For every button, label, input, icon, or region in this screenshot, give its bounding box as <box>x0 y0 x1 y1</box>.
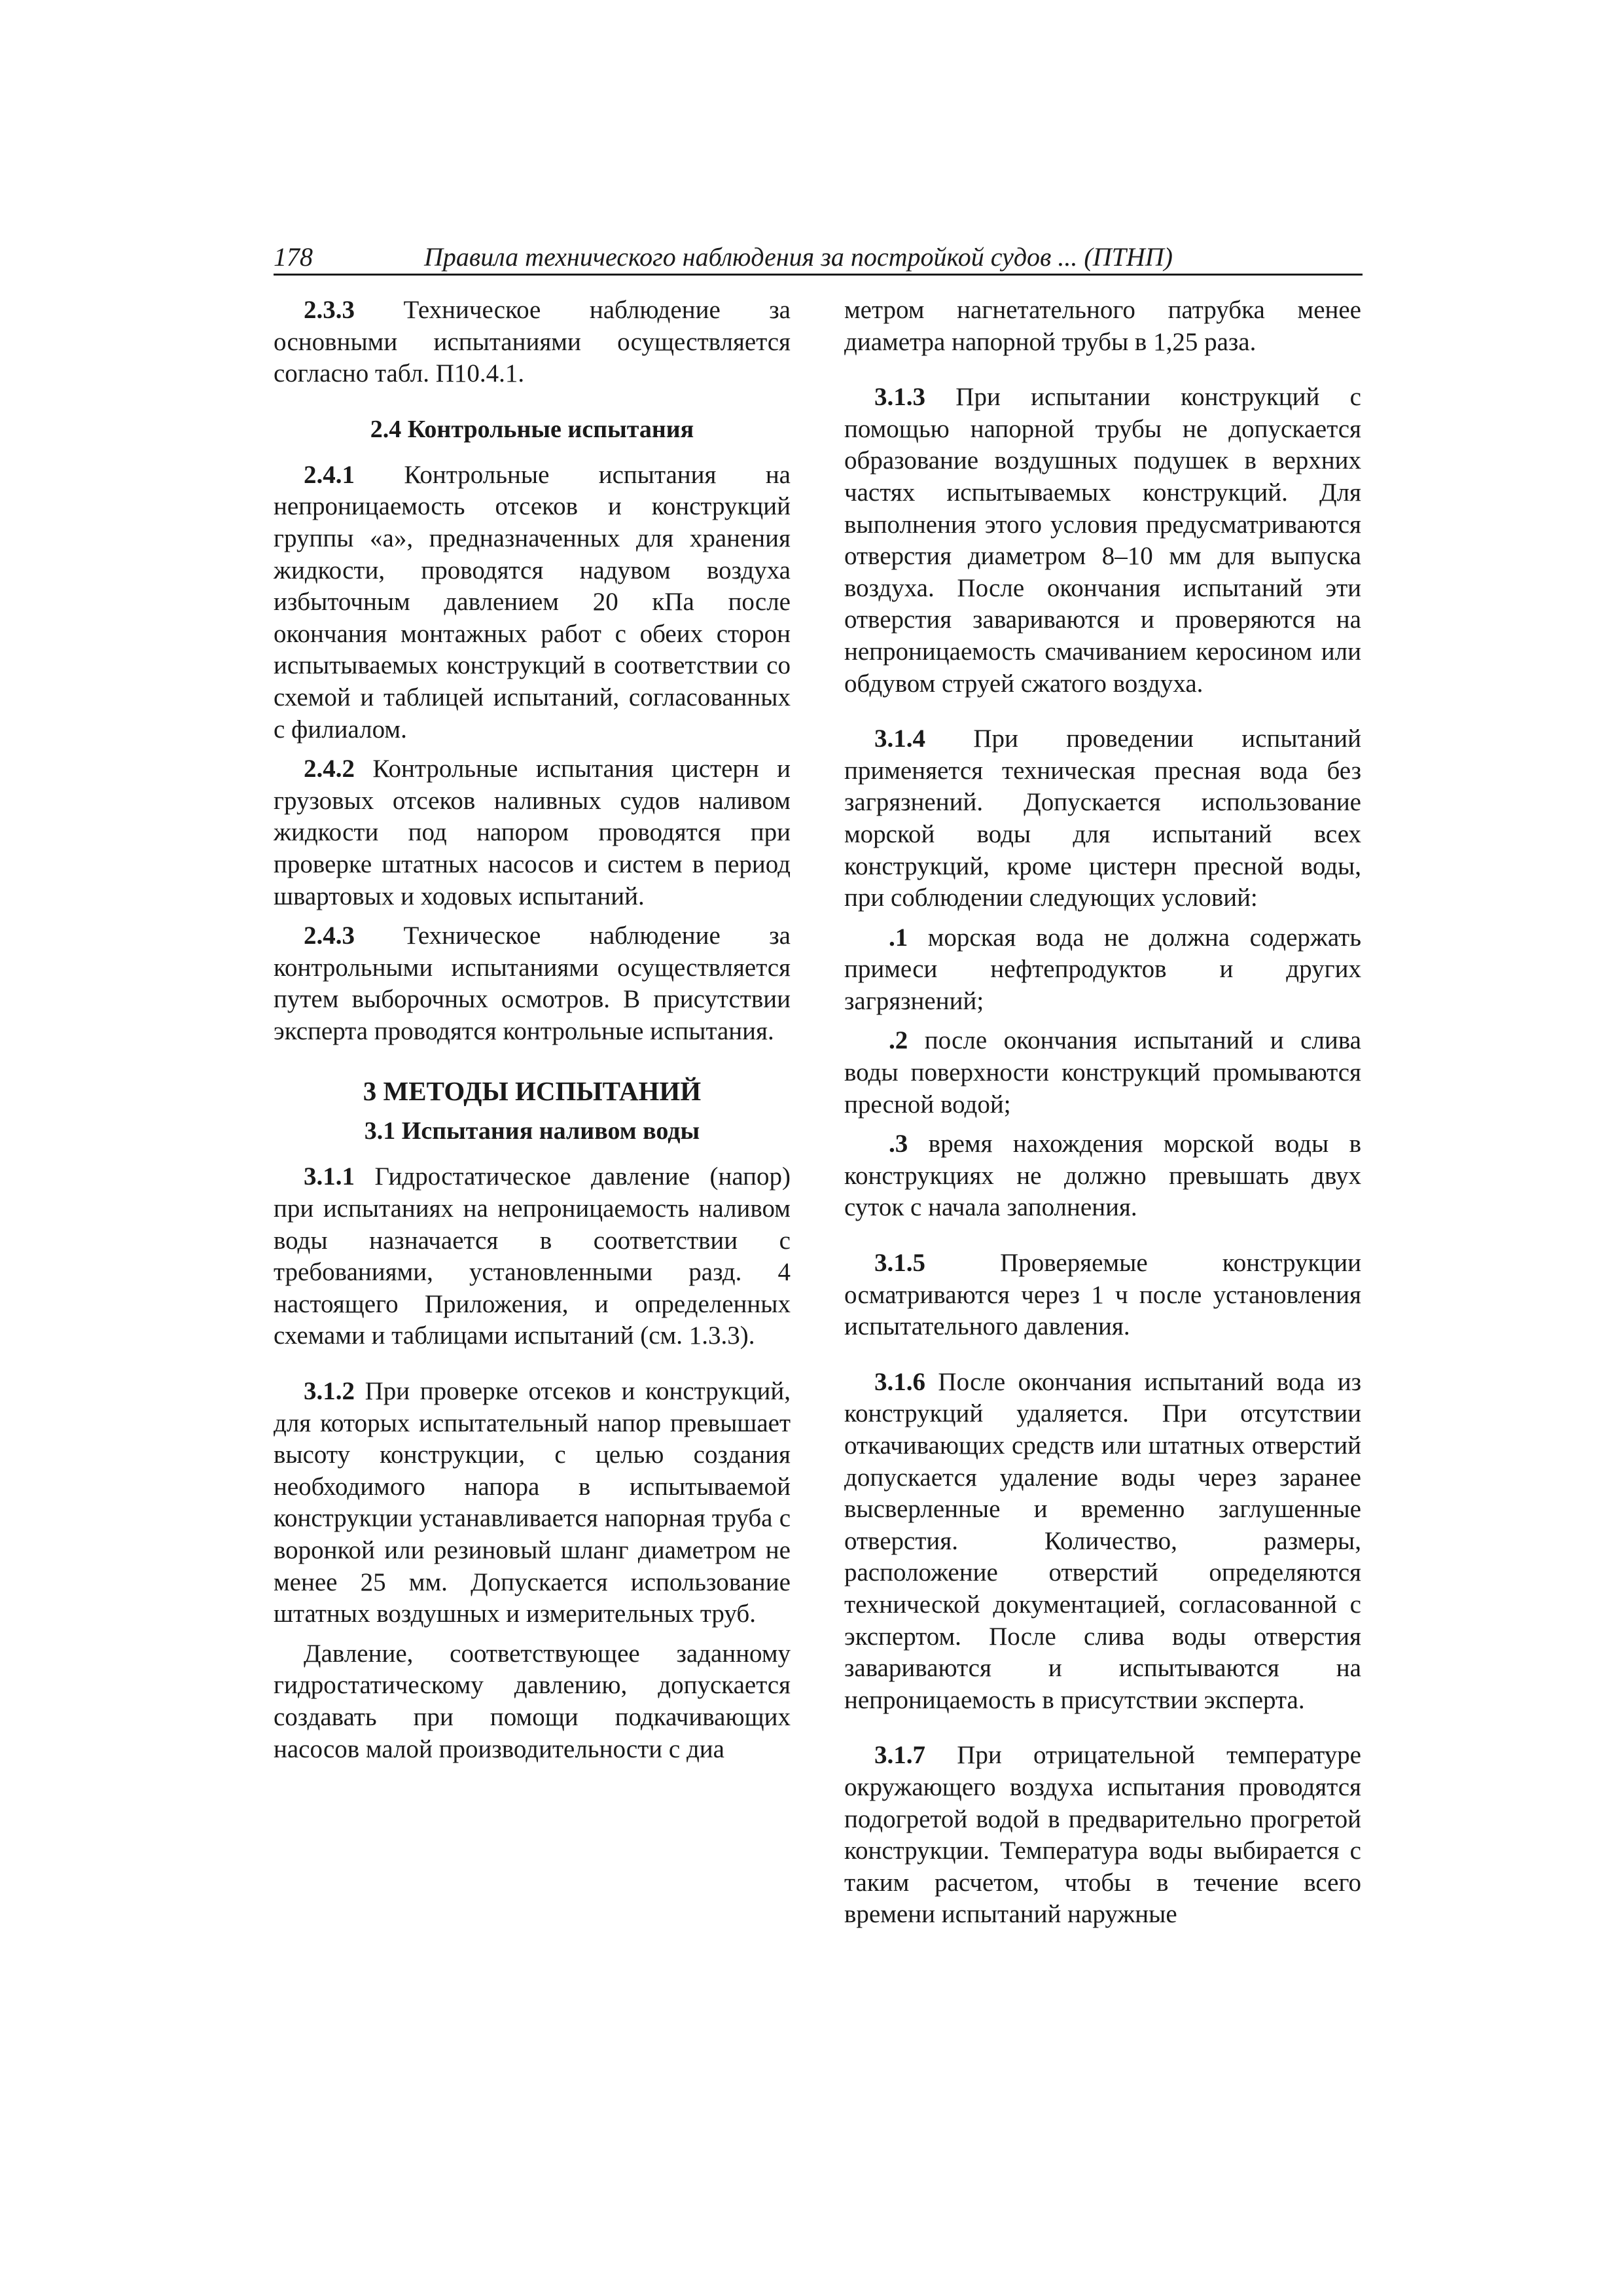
item-number: .2 <box>889 1026 908 1055</box>
paragraph-3-1-2-continued: Давление, соответствующее заданному гидростатическому давлению, допускается создавать при помощи подкачивающих насосов малой производительности с диа <box>274 1639 791 1763</box>
clause-number: 2.3.3 <box>304 296 355 324</box>
section-heading-3-1: 3.1 Испытания наливом воды <box>364 1117 700 1145</box>
chapter-heading-3: 3 МЕТОДЫ ИСПЫТАНИЙ <box>363 1076 702 1107</box>
paragraph-text: Контрольные испытания цистерн и грузовых отсеков наливных судов наливом жидкости под напором проводятся при проверке штатных насосов и систем в период швартовых и ходовых испытаний. <box>274 755 791 910</box>
item-text: время нахождения морской воды в конструкциях не должно превышать двух суток с начала заполнения. <box>844 1130 1361 1222</box>
clause-number: 3.1.7 <box>874 1741 925 1770</box>
paragraph-3-1-2 <box>274 1376 791 1630</box>
list-item-1 <box>844 922 1361 1018</box>
right-column <box>844 295 1361 1931</box>
paragraph-3-1-3 <box>844 382 1361 700</box>
paragraph-text: При проверке отсеков и конструкций, для которых испытательный напор превышает высоту конструкции, с целью создания необходимого напора в испытываемой конструкции устанавливается напорная труба с воронкой или резиновый шланг диаметром не менее 25 мм. Допускается использование штатных воздушных и измерительных труб. <box>274 1377 791 1628</box>
paragraph-text: Гидростатическое давление (напор) при испытаниях на непроницаемость наливом воды назначается в соответствии с требованиями, установленными разд. 4 настоящего Приложения, и определенных схемами и таблицами испытаний (см. 1.3.3). <box>274 1162 791 1350</box>
paragraph-text: При проведении испытаний применяется техническая пресная вода без загрязнений. Допускается использование морской воды для испытаний всех конструкций, кроме цистерн пресной воды, при соблюдении следующих условий: <box>844 725 1361 912</box>
running-title: Правила технического наблюдения за постройкой судов ... (ПТНП) <box>424 242 1173 272</box>
clause-number: 2.4.2 <box>304 755 355 783</box>
paragraph-3-1-1 <box>274 1161 791 1352</box>
left-column <box>274 295 791 1765</box>
paragraph-2-4-1 <box>274 459 791 745</box>
paragraph-text: Техническое наблюдение за основными испытаниями осуществляется согласно табл. П10.4.1. <box>274 296 791 388</box>
paragraph-text: При отрицательной температуре окружающего воздуха испытания проводятся подогретой водой в предварительно прогретой конструкции. Температура воды выбирается с таким расчетом, чтобы в течение всего времени испытаний наружные <box>844 1741 1361 1929</box>
clause-number: 3.1.5 <box>874 1249 925 1278</box>
clause-number: 3.1.6 <box>874 1367 925 1396</box>
clause-number: 3.1.4 <box>874 725 925 753</box>
item-number: .1 <box>889 923 908 952</box>
page-number: 178 <box>274 242 313 272</box>
page-header <box>274 241 1363 276</box>
clause-number: 3.1.2 <box>304 1377 355 1406</box>
paragraph-3-1-7 <box>844 1740 1361 1931</box>
paragraph-3-1-4 <box>844 723 1361 914</box>
clause-number: 3.1.3 <box>874 383 925 412</box>
list-item-2 <box>844 1025 1361 1121</box>
item-text: морская вода не должна содержать примеси нефтепродуктов и других загрязнений; <box>844 923 1361 1015</box>
paragraph-text: После окончания испытаний вода из конструкций удаляется. При отсутствии откачивающих средств или штатных отверстий допускается удаление воды через заранее высверленные и временно заглушенные отверстия. Количество, размеры, расположение отверстий определяются технической документацией, согласованной с экспертом. После слива воды отверстия завариваются и испытываются на непроницаемость в присутствии эксперта. <box>844 1367 1361 1714</box>
item-text: после окончания испытаний и слива воды поверхности конструкций промываются пресной водой; <box>844 1026 1361 1119</box>
clause-number: 3.1.1 <box>304 1162 355 1191</box>
item-number: .3 <box>889 1130 908 1158</box>
paragraph-text: Проверяемые конструкции осматриваются через 1 ч после установления испытательного давления. <box>844 1249 1361 1341</box>
paragraph-3-1-6 <box>844 1367 1361 1717</box>
clause-number: 2.4.1 <box>304 460 355 489</box>
paragraph-text: Техническое наблюдение за контрольными испытаниями осуществляется путем выборочных осмотров. В присутствии эксперта проводятся контрольные испытания. <box>274 922 791 1045</box>
paragraph-continuation: метром нагнетательного патрубка менее диаметра напорной трубы в 1,25 раза. <box>844 296 1361 356</box>
paragraph-text: Контрольные испытания на непроницаемость отсеков и конструкций группы «а», предназначенных для хранения жидкости, проводятся надувом воздуха избыточным давлением 20 кПа после окончания монтажных работ с обеих сторон испытываемых конструкций в соответствии со схемой и таблицей испытаний, согласованных с филиалом. <box>274 460 791 744</box>
list-item-3 <box>844 1128 1361 1224</box>
paragraph-2-3-3 <box>274 295 791 390</box>
paragraph-text: При испытании конструкций с помощью напорной трубы не допускается образование воздушных подушек в верхних частях испытываемых конструкций. Для выполнения этого условия предусматриваются отверстия диаметром 8–10 мм для выпуска воздуха. После окончания испытаний эти отверстия завариваются и проверяются на непроницаемость смачиванием керосином или обдувом струей сжатого воздуха. <box>844 383 1361 698</box>
paragraph-3-1-5 <box>844 1247 1361 1343</box>
clause-number: 2.4.3 <box>304 922 355 950</box>
paragraph-2-4-2 <box>274 753 791 912</box>
section-heading-2-4: 2.4 Контрольные испытания <box>370 415 694 443</box>
paragraph-2-4-3 <box>274 920 791 1047</box>
